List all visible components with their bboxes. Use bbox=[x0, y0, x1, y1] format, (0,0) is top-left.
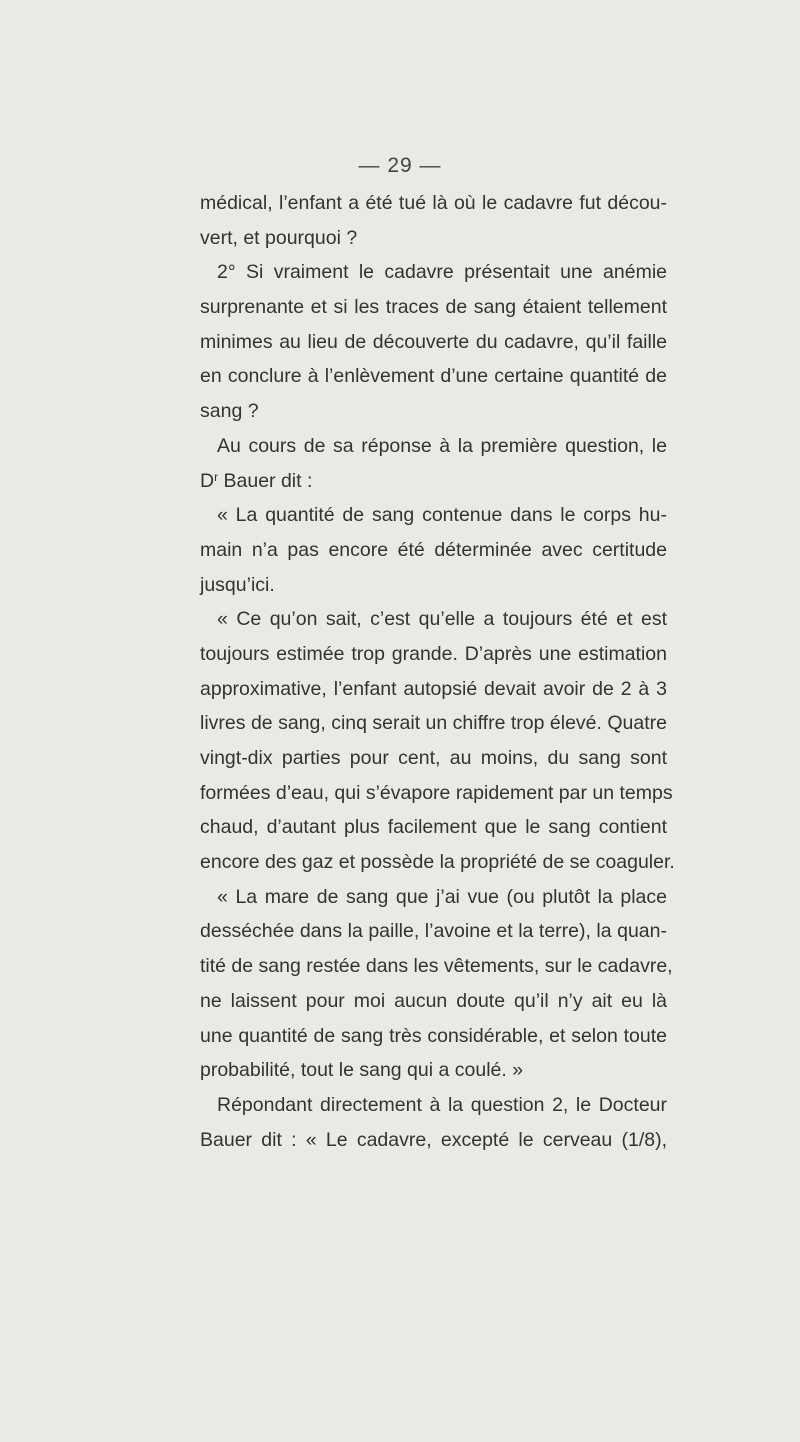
text-line: tité de sang restée dans les vêtements, sur le cadavre, bbox=[200, 955, 673, 978]
text-line: ne laissent pour moi aucun doute qu’il n’y ait eu là bbox=[200, 989, 667, 1012]
text-line: en conclure à l’enlèvement d’une certaine quantité de bbox=[200, 365, 667, 388]
text-line: formées d’eau, qui s’évapore rapidement par un temps bbox=[200, 781, 673, 804]
text-line: médical, l’enfant a été tué là où le cadavre fut décou- bbox=[200, 192, 667, 214]
text-line: approximative, l’enfant autopsié devait avoir de 2 à 3 bbox=[200, 677, 667, 700]
text-line: 2° Si vraiment le cadavre présentait une anémie bbox=[217, 261, 667, 284]
text-line: jusqu’ici. bbox=[200, 573, 275, 596]
text-line: « La quantité de sang contenue dans le corps hu- bbox=[217, 504, 667, 527]
page-number: — 29 — bbox=[358, 154, 442, 177]
text-line: $D^r$ Bauer dit : bbox=[200, 469, 313, 492]
text-line: Bauer dit : « Le cadavre, excepté le cerveau (1/8), bbox=[200, 1128, 667, 1151]
text-line: Répondant directement à la question 2, le Docteur bbox=[217, 1093, 667, 1116]
text-line: sang ? bbox=[200, 400, 259, 423]
text-line: vingt-dix parties pour cent, au moins, du sang sont bbox=[200, 747, 667, 769]
text-line: livres de sang, cinq serait un chiffre trop élevé. Quatre bbox=[200, 712, 667, 735]
text-line: encore des gaz et possède la propriété de se coaguler. bbox=[200, 851, 675, 874]
text-line: minimes au lieu de découverte du cadavre, qu’il faille bbox=[200, 330, 667, 353]
text-line: une quantité de sang très considérable, et selon toute bbox=[200, 1024, 667, 1047]
text-line: main n’a pas encore été déterminée avec certitude bbox=[200, 538, 667, 561]
text-line: chaud, d’autant plus facilement que le sang contient bbox=[200, 816, 667, 839]
body-text bbox=[200, 186, 675, 1157]
text-line: desséchée dans la paille, l’avoine et la terre), la quan- bbox=[200, 920, 667, 943]
text-line: « La mare de sang que j’ai vue (ou plutôt la place bbox=[217, 885, 667, 908]
text-line: Au cours de sa réponse à la première question, le bbox=[217, 434, 667, 457]
text-line: probabilité, tout le sang qui a coulé. » bbox=[200, 1059, 524, 1082]
text-line: vert, et pourquoi ? bbox=[200, 226, 358, 249]
text-line: surprenante et si les traces de sang étaient tellement bbox=[200, 296, 667, 319]
text-line: toujours estimée trop grande. D’après une estimation bbox=[200, 642, 667, 665]
text-line: « Ce qu’on sait, c’est qu’elle a toujours été et est bbox=[217, 608, 667, 631]
